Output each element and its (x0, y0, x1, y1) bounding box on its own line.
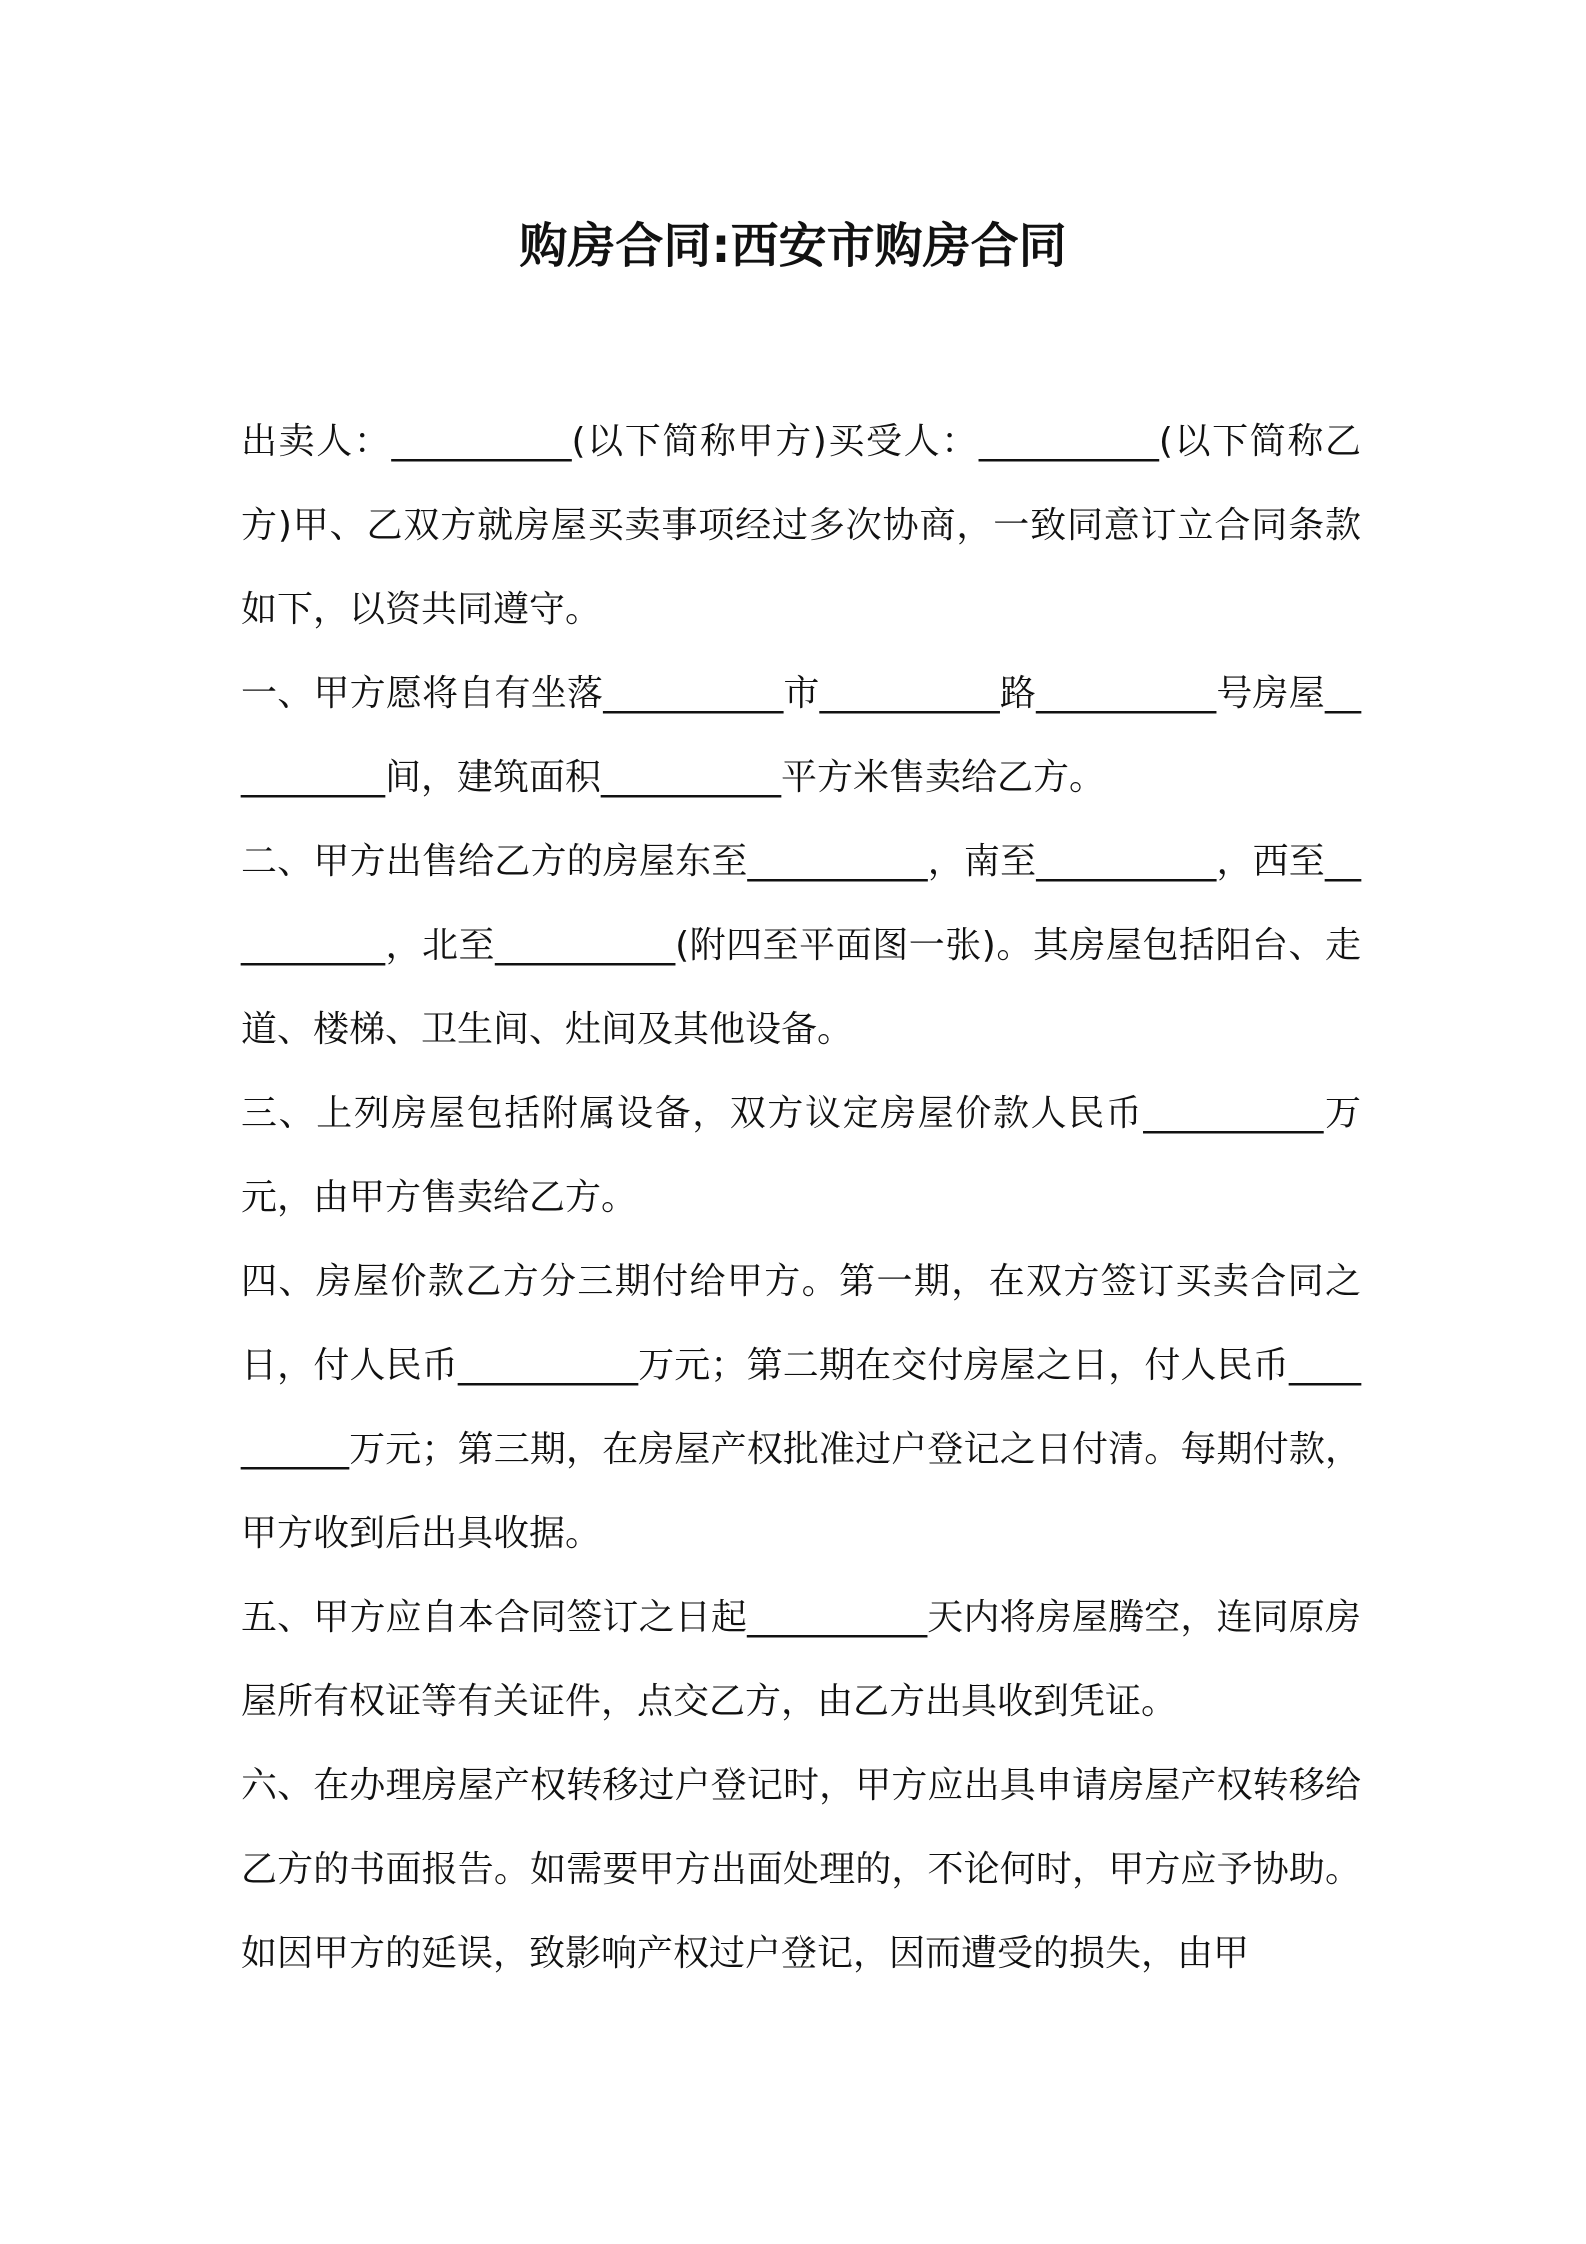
clause-1-paragraph: 一、甲方愿将自有坐落__________市__________路__________号房屋__________间，建筑面积__________平方米售卖给乙方。 (241, 673, 1361, 798)
clause-5-paragraph: 五、甲方应自本合同签订之日起__________天内将房屋腾空，连同原房屋所有权证等有关证件，点交乙方，由乙方出具收到凭证。 (241, 1597, 1361, 1722)
clause-6-paragraph: 六、在办理房屋产权转移过户登记时，甲方应出具申请房屋产权转移给乙方的书面报告。如需要甲方出面处理的，不论何时，甲方应予协助。如因甲方的延误，致影响产权过户登记，因而遭受的损失，由甲 (241, 1765, 1361, 1974)
clause-3-paragraph: 三、上列房屋包括附属设备，双方议定房屋价款人民币__________万元，由甲方售卖给乙方。 (241, 1093, 1361, 1218)
clause-4-paragraph: 四、房屋价款乙方分三期付给甲方。第一期，在双方签订买卖合同之日，付人民币__________万元；第二期在交付房屋之日，付人民币__________万元；第三期，在房屋产权批准过户登记之日付清。每期付款，甲方收到后出具收据。 (241, 1261, 1361, 1554)
document-body (241, 400, 1361, 1996)
preamble-paragraph: 出卖人：__________(以下简称甲方)买受人：__________(以下简称乙方)甲、乙双方就房屋买卖事项经过多次协商，一致同意订立合同条款如下，以资共同遵守。 (241, 421, 1361, 630)
document-title: 购房合同:西安市购房合同 (519, 218, 1067, 274)
clause-2-paragraph: 二、甲方出售给乙方的房屋东至__________，南至__________，西至__________，北至__________(附四至平面图一张)。其房屋包括阳台、走道、楼梯、卫生间、灶间及其他设备。 (241, 841, 1361, 1050)
